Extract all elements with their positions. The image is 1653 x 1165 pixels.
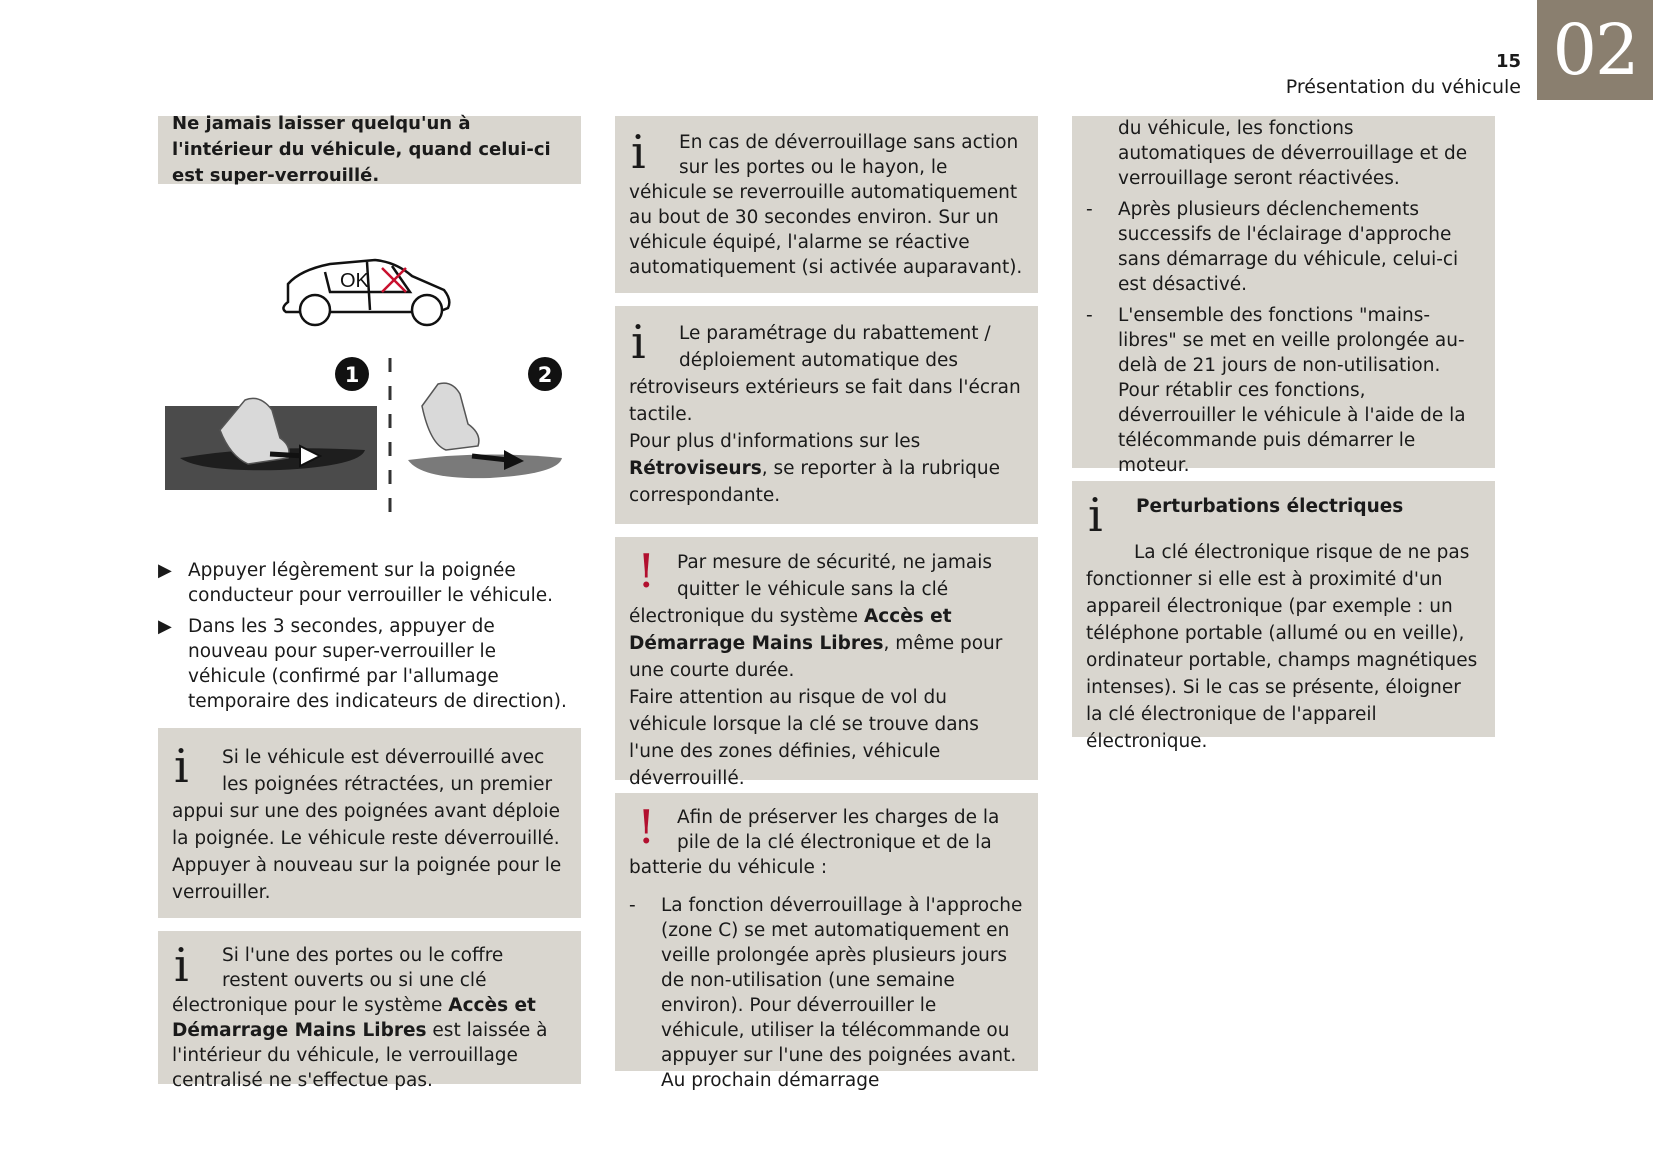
- info-box-retracted-handles: i Si le véhicule est déverrouillé avec les poignées rétractées, un premier appui sur une des poignées avant déploie la poignée. Le véhicule reste déverrouillé. Appuyer à nouveau sur la poignée pour le verrouiller.: [158, 728, 581, 918]
- dash-list-item: - Après plusieurs déclenchements successifs de l'éclairage d'approche sans démarrage du véhicule, celui-ci est désactivé.: [1086, 199, 1459, 295]
- warning-box-key-safety: ! Par mesure de sécurité, ne jamais quitter le véhicule sans la clé électronique du système Accès et Démarrage Mains Libres, même pour une courte durée. Faire attention au risque de vol du véhicule lorsque la clé se trouve dans l'une des zones définies, véhicule déverrouillé.: [615, 537, 1038, 780]
- info-box-mirrors: i Le paramétrage du rabattement / déploiement automatique des rétroviseurs extérieurs se fait dans l'écran tactile. Pour plus d'informations sur les Rétroviseurs, se reporter à la rubrique correspondante.: [615, 306, 1038, 524]
- info-icon: i: [631, 315, 646, 369]
- list-item: ▶ Appuyer légèrement sur la poignée conducteur pour verrouiller le véhicule.: [158, 560, 554, 606]
- info-icon: i: [1088, 488, 1103, 542]
- info-icon: i: [174, 739, 189, 793]
- super-lock-warning-banner: Ne jamais laisser quelqu'un à l'intérieur du véhicule, quand celui-ci est super-verrouillé.: [158, 116, 581, 184]
- info-box-electrical-interference: i Perturbations électriques La clé électronique risque de ne pas fonctionner si elle est à proximité d'un appareil électronique (par exemple : un téléphone portable (allumé ou en veille), ordinateur portable, champs magnétiques intenses). Si le cas se présente, éloigner la clé électronique de l'appareil électronique.: [1072, 481, 1495, 737]
- step-1-label: 1: [344, 363, 360, 387]
- dash-list-item: - L'ensemble des fonctions "mains-libres" se met en veille prolongée au-delà de 21 jours de non-utilisation. Pour rétablir ces fonctions, déverrouiller le véhicule à l'aide de la télécommande puis démarrer le moteur.: [1086, 305, 1466, 476]
- chapter-tab: 02: [1537, 0, 1653, 100]
- info-box-title: Perturbations électriques: [1136, 496, 1404, 517]
- triangle-bullet-icon: ▶: [158, 560, 172, 581]
- door-handle-illustration: [160, 234, 580, 524]
- bullet-list: [158, 558, 578, 720]
- step-2-label: 2: [537, 363, 553, 387]
- page-number: 15: [1495, 51, 1521, 72]
- warning-icon: !: [637, 544, 656, 598]
- ok-label: OK: [340, 270, 369, 292]
- info-icon: i: [631, 125, 646, 179]
- info-icon: i: [174, 938, 189, 992]
- battery-notes-continued: du véhicule, les fonctions automatiques de déverrouillage et de verrouillage seront réactivées. - Après plusieurs déclenchements successifs de l'éclairage d'approche sans démarrage du véhicule, celui-ci est désactivé. - L'ensemble des fonctions "mains-libres" se met en veille prolongée au-delà de 21 jours de non-utilisation. Pour rétablir ces fonctions, déverrouiller le véhicule à l'aide de la télécommande puis démarrer le moteur.: [1072, 116, 1495, 468]
- list-item: ▶ Dans les 3 secondes, appuyer de nouveau pour super-verrouiller le véhicule (confirmé par l'allumage temporaire des indicateurs de direction).: [158, 616, 567, 712]
- dash-list-item: - La fonction déverrouillage à l'approche (zone C) se met automatiquement en veille prolongée après plusieurs jours de non-utilisation (une semaine environ). Pour déverrouiller le véhicule, utiliser la télécommande ou appuyer sur l'une des poignées avant. Au prochain démarrage: [629, 895, 1023, 1091]
- warning-icon: !: [637, 800, 656, 854]
- info-box-auto-relock: i En cas de déverrouillage sans action sur les portes ou le hayon, le véhicule se reverrouille automatiquement au bout de 30 secondes environ. Sur un véhicule équipé, l'alarme se réactive automatiquement (si activée auparavant).: [615, 116, 1038, 293]
- info-box-doors-open: i Si l'une des portes ou le coffre restent ouverts ou si une clé électronique pour le système Accès et Démarrage Mains Libres est laissée à l'intérieur du véhicule, le verrouillage centralisé ne s'effectue pas.: [158, 931, 581, 1084]
- triangle-bullet-icon: ▶: [158, 616, 172, 637]
- section-title: Présentation du véhicule: [1285, 76, 1521, 98]
- warning-box-battery: ! Afin de préserver les charges de la pile de la clé électronique et de la batterie du véhicule : - La fonction déverrouillage à l'approche (zone C) se met automatiquement en veille prolongée après plusieurs jours de non-utilisation (une semaine environ). Pour déverrouiller le véhicule, utiliser la télécommande ou appuyer sur l'une des poignées avant. Au prochain démarrage: [615, 793, 1038, 1071]
